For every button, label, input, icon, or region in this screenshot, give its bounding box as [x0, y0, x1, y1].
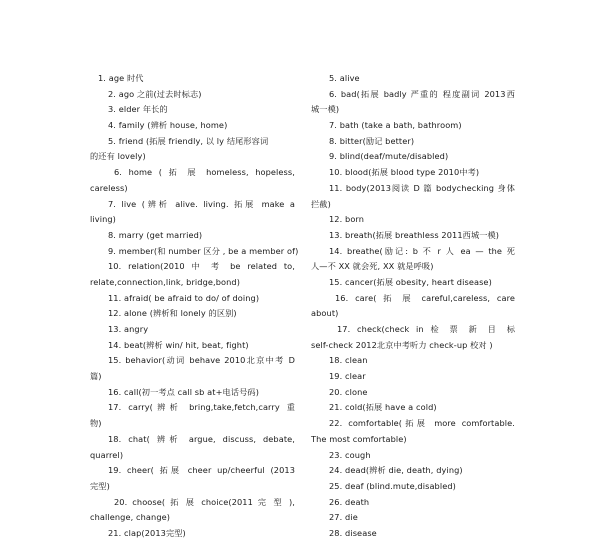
right-column-line-21: 20. clone	[329, 386, 368, 397]
left-column-line-15: 11. afraid( be afraid to do/ of doing)	[108, 292, 260, 303]
right-column-line-4: 7. bath (take a bath, bathroom)	[329, 120, 462, 131]
left-column-line-11: 8. marry (get married)	[108, 229, 203, 240]
left-column-line-2: 2. ago 之前(过去时标志)	[108, 88, 202, 99]
right-column-line-26: 24. dead(辨析 die, death, dying)	[329, 465, 463, 476]
left-column-line-10: living)	[90, 214, 116, 225]
right-column-line-13: 人—不 XX 就会死, XX 就是呼吸)	[311, 261, 434, 272]
left-column-line-24: 18. chat( 辨析 argue, discuss, debate,	[108, 433, 295, 444]
left-column-line-19: 15. behavior(动词 behave 2010北京中考 D	[108, 355, 295, 366]
left-column-line-18: 14. beat(辨析 win/ hit, beat, fight)	[108, 339, 249, 350]
left-column-line-17: 13. angry	[108, 324, 149, 334]
left-column-line-23: 物)	[90, 418, 102, 429]
right-column-line-28: 26. death	[329, 496, 370, 507]
right-column-line-6: 9. blind(deaf/mute/disabled)	[329, 151, 449, 162]
right-column-line-23: 22. comfortable(拓展 more comfortable.	[329, 418, 515, 429]
left-column-line-21: 16. call(初一考点 call sb at+电话号码)	[108, 386, 260, 397]
right-column-line-11: 13. breath(拓展 breathless 2011西城一模)	[329, 229, 500, 240]
left-column-line-30: 21. clap(2013完型)	[108, 527, 186, 538]
left-column-line-5: 5. friend (拓展 friendly, 以 ly 结尾形容词	[108, 135, 269, 146]
right-column-line-17: 17. check(check in 检 票 新 目 标	[337, 324, 515, 334]
right-column-line-5: 8. bitter(励记 better)	[329, 135, 415, 146]
left-column-line-1: 1. age 时代	[98, 73, 144, 83]
right-column-line-10: 12. born	[329, 214, 365, 225]
left-column-line-22: 17. carry(辨析 bring,take,fetch,carry 重	[108, 402, 295, 413]
right-column-line-3: 城一模)	[311, 104, 340, 115]
right-column-line-2: 6. bad(拓展 badly 严重的 程度副词 2013西	[329, 88, 515, 99]
right-column-line-12: 14. breathe(励记: b 不 r 人 ea — the 死	[329, 245, 515, 256]
left-column-line-27: 完型)	[90, 480, 110, 491]
left-column-line-8: careless)	[90, 182, 128, 193]
left-column-line-3: 3. elder 年长的	[108, 104, 168, 115]
right-column-line-1: 5. alive	[329, 73, 360, 83]
right-column-line-15: 16. care( 拓 展 careful,careless, care	[335, 292, 515, 303]
left-column-line-13: 10. relation(2010 中 考 be related to,	[108, 261, 295, 272]
right-column-line-14: 15. cancer(拓展 obesity, heart disease)	[329, 276, 492, 287]
left-column-line-26: 19. cheer( 拓展 cheer up/cheerful (2013	[108, 465, 295, 476]
right-column-line-24: The most comfortable)	[311, 433, 407, 444]
left-column-line-6: 的还有 lovely)	[90, 151, 146, 162]
left-column-line-9: 7. live (辨析 alive. living. 拓展 make a	[108, 198, 295, 209]
left-column-line-25: quarrel)	[90, 449, 124, 460]
left-column-line-16: 12. alone (辨析和 lonely 的区别)	[108, 308, 237, 319]
right-column-line-7: 10. blood(拓展 blood type 2010中考)	[329, 167, 480, 178]
left-column-line-28: 20. choose( 拓 展 choice(2011 完 型 ),	[114, 496, 295, 507]
left-column-line-7: 6. home ( 拓 展 homeless, hopeless,	[114, 167, 295, 178]
left-column-line-14: relate,connection,link, bridge,bond)	[90, 276, 241, 287]
left-column-line-29: challenge, change)	[90, 512, 171, 523]
right-column-line-30: 28. disease	[329, 527, 377, 538]
right-column-line-22: 21. cold(拓展 have a cold)	[329, 402, 437, 413]
left-column-line-12: 9. member(和 number 区分 , be a member of)	[108, 245, 299, 256]
left-column	[90, 71, 299, 542]
left-column-line-4: 4. family (辨析 house, home)	[108, 120, 228, 131]
right-column-line-20: 19. clear	[329, 371, 366, 382]
left-column-line-20: 篇)	[90, 371, 102, 382]
right-column-line-9: 拦截)	[311, 198, 331, 209]
right-column-line-18: self-check 2012北京中考听力 check-up 校对 )	[311, 339, 493, 350]
right-column-line-19: 18. clean	[329, 355, 368, 366]
right-column	[311, 71, 515, 542]
right-column-line-27: 25. deaf (blind.mute,disabled)	[329, 480, 456, 491]
right-column-line-16: about)	[311, 308, 339, 319]
right-column-line-29: 27. die	[329, 512, 358, 523]
right-column-line-8: 11. body(2013阅读 D 篇 bodychecking 身体	[329, 182, 515, 193]
right-column-line-25: 23. cough	[329, 449, 371, 460]
